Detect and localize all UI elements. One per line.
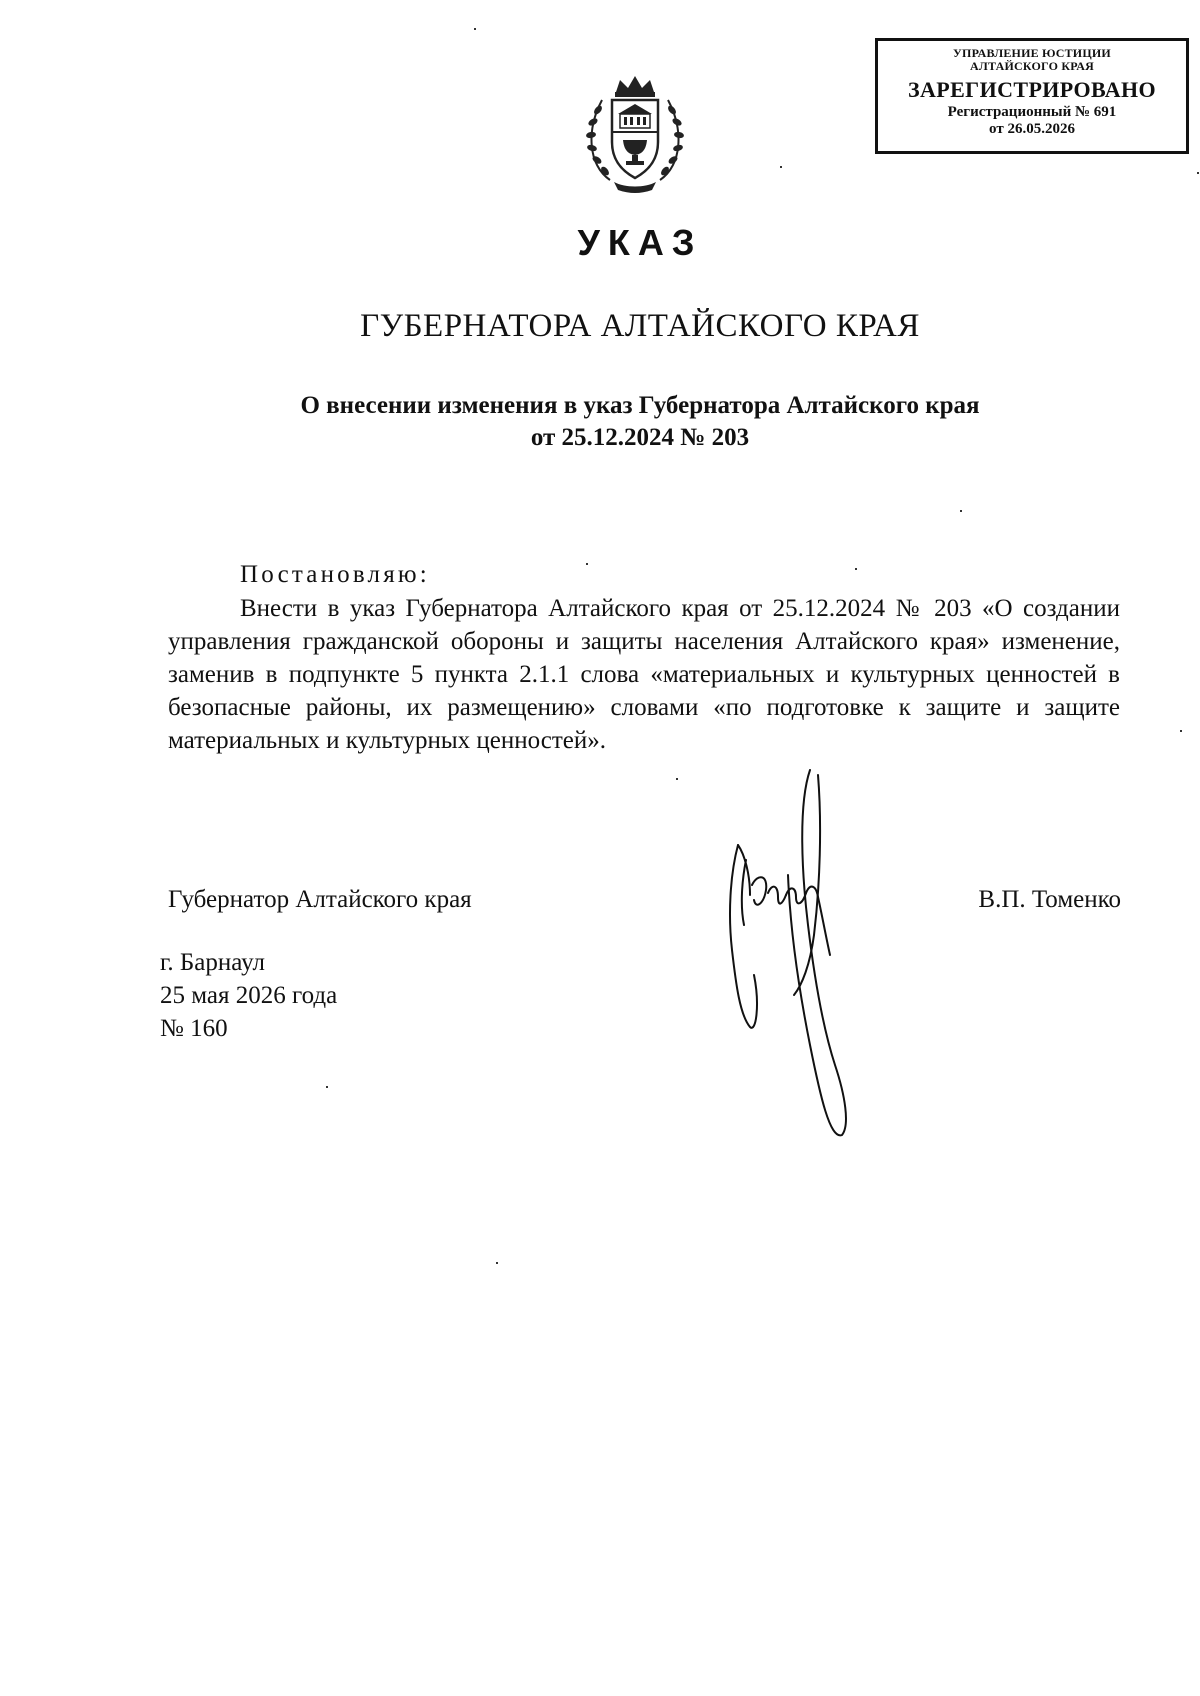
document-type-heading: УКАЗ	[577, 222, 703, 263]
coat-of-arms-icon	[580, 70, 690, 198]
scan-speck	[780, 166, 782, 168]
scan-speck	[474, 28, 476, 30]
scan-speck	[496, 1262, 498, 1264]
signatory-role: Губернатор Алтайского края	[168, 886, 472, 913]
issue-details	[160, 946, 337, 1045]
decree-body: Внести в указ Губернатора Алтайского края от 25.12.2024 № 203 «О создании управления гражданской обороны и защиты населения Алтайского края» изменение, заменив в подпункте 5 пункта 2.1.1 слова «материальных и культурных ценностей в безопасные районы, их размещению» словами «по подготовке к защите и защите материальных и культурных ценностей».	[168, 595, 1120, 754]
scan-speck	[586, 563, 588, 565]
stamp-reg-date: от 26.05.2026	[989, 121, 1075, 137]
subject-line-2: от 25.12.2024 № 203	[530, 424, 750, 451]
scan-speck	[1180, 730, 1182, 732]
scan-speck	[960, 510, 962, 512]
scan-speck	[1197, 172, 1199, 174]
resolve-clause: Постановляю:	[240, 561, 430, 588]
signatory-name: В.П. Томенко	[978, 886, 1121, 913]
stamp-reg-number: Регистрационный № 691	[947, 104, 1117, 120]
handwritten-signature	[710, 765, 880, 1140]
scan-speck	[855, 568, 857, 570]
stamp-status: ЗАРЕГИСТРИРОВАНО	[907, 77, 1157, 102]
issue-city: г. Барнаул	[160, 949, 265, 976]
stamp-org-line-1: УПРАВЛЕНИЕ ЮСТИЦИИ	[953, 46, 1111, 60]
stamp-org-line-2: АЛТАЙСКОГО КРАЯ	[970, 59, 1094, 73]
subject-line-1: О внесении изменения в указ Губернатора Алтайского края	[300, 392, 980, 419]
document-subject	[0, 390, 1200, 454]
issue-date: 25 мая 2026 года	[160, 982, 338, 1009]
registration-stamp	[875, 38, 1189, 154]
stamp-organization	[878, 47, 1186, 73]
document-issuer-heading: ГУБЕРНАТОРА АЛТАЙСКОГО КРАЯ	[360, 308, 920, 344]
scan-speck	[326, 1086, 328, 1088]
issue-number: № 160	[160, 1015, 228, 1042]
scan-speck	[676, 778, 678, 780]
